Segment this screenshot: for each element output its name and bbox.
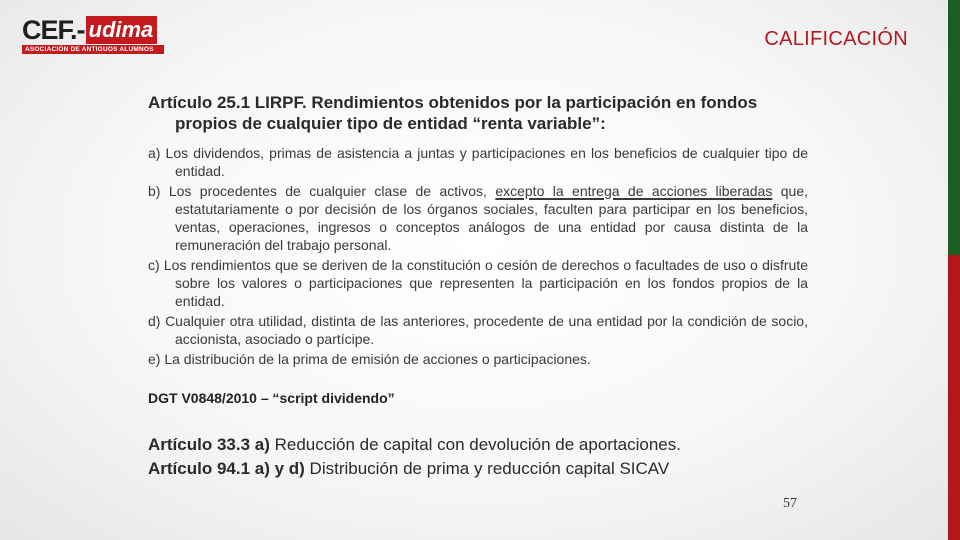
logo-cef-text: CEF.- — [22, 15, 85, 45]
item-a: a) Los dividendos, primas de asistencia a juntas y participaciones en los beneficios de cualquier tipo de entidad. — [148, 145, 808, 179]
item-b-underlined: excepto la entrega de acciones liberadas — [495, 183, 773, 199]
slide-content — [148, 92, 808, 481]
article-text: Reducción de capital con devolución de aportaciones. — [269, 435, 681, 454]
item-d: d) Cualquier otra utilidad, distinta de las anteriores, procedente de una entidad por la condición de socio, accionista, asociado o partícipe. — [148, 313, 808, 347]
income-items-list — [148, 144, 808, 368]
articles-list — [148, 433, 808, 481]
side-bar-red — [948, 255, 960, 540]
item-c: c) Los rendimientos que se deriven de la constitución o cesión de derechos o facultades de uso o disfrute sobre los valores o participaciones que representen la participación en los fondos propios de la entidad. — [148, 257, 808, 309]
article-heading: Artículo 25.1 LIRPF. Rendimientos obtenidos por la participación en fondos propios de cualquier tipo de entidad “renta variable”: — [148, 93, 758, 133]
page-number: 57 — [783, 496, 797, 511]
item-b-suffix: que, estatutariamente o por decisión de los órganos sociales, faculten para participar en los beneficios, ventas, operaciones, ingresos o conceptos análogos de una entidad por causa distinta de la remuneración del trabajo personal. — [175, 183, 809, 253]
side-color-bar — [948, 0, 960, 540]
side-bar-green — [948, 0, 960, 255]
cef-udima-logo — [22, 15, 164, 55]
item-b-prefix: b) Los procedentes de cualquier clase de activos, — [148, 183, 496, 199]
logo-udima-text: udima — [86, 16, 158, 44]
dgt-reference: DGT V0848/2010 – “script dividendo” — [148, 390, 395, 406]
article-label: Artículo 33.3 a) — [148, 435, 270, 454]
article-text: Distribución de prima y reducción capital SICAV — [304, 459, 670, 478]
item-b — [148, 182, 808, 254]
logo-association-text: ASOCIACIÓN DE ANTIGUOS ALUMNOS — [22, 45, 164, 54]
article-label: Artículo 94.1 a) y d) — [148, 459, 305, 478]
article-line — [148, 433, 808, 457]
slide-title: CALIFICACIÓN — [764, 28, 908, 50]
item-e: e) La distribución de la prima de emisión de acciones o participaciones. — [148, 351, 591, 367]
article-line — [148, 457, 808, 481]
